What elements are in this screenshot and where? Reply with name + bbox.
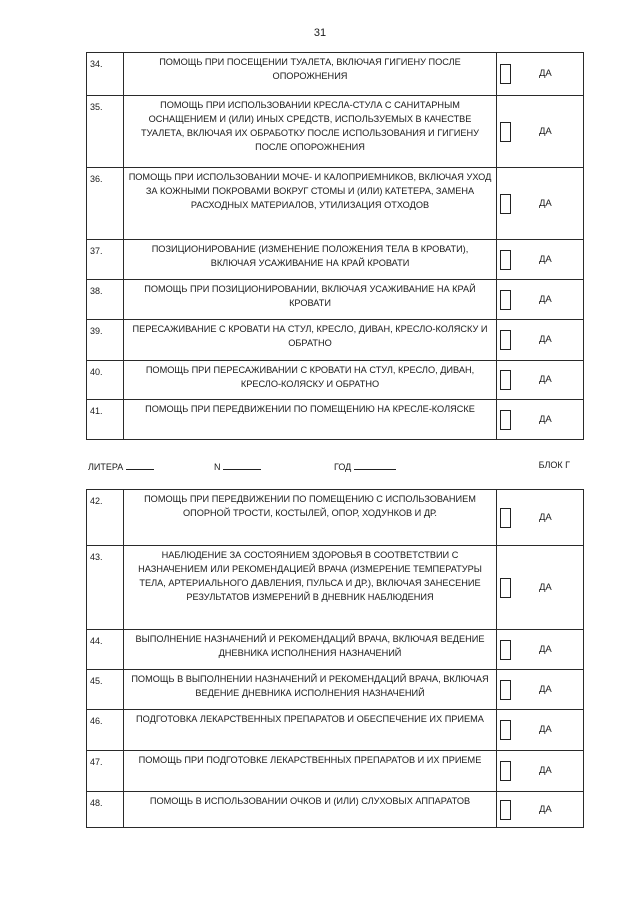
item-description: ВЫПОЛНЕНИЕ НАЗНАЧЕНИЙ И РЕКОМЕНДАЦИЙ ВРАЧА, ВКЛЮЧАЯ ВЕДЕНИЕ ДНЕВНИКА ИСПОЛНЕНИЯ НАЗНАЧЕНИЙ — [124, 630, 497, 670]
item-description: ПОМОЩЬ ПРИ ПОСЕЩЕНИИ ТУАЛЕТА, ВКЛЮЧАЯ ГИГИЕНУ ПОСЛЕ ОПОРОЖНЕНИЯ — [124, 53, 497, 96]
item-number: 44. — [87, 630, 124, 670]
table-row — [87, 168, 584, 240]
answer-cell — [497, 630, 584, 670]
answer-yes-label: ДА — [539, 334, 552, 345]
n-field — [214, 460, 261, 472]
item-number: 48. — [87, 792, 124, 828]
answer-yes-label: ДА — [539, 374, 552, 385]
answer-checkbox[interactable] — [500, 680, 511, 700]
item-description: ПОМОЩЬ ПРИ ПЕРЕДВИЖЕНИИ ПО ПОМЕЩЕНИЮ С ИСПОЛЬЗОВАНИЕМ ОПОРНОЙ ТРОСТИ, КОСТЫЛЕЙ, ОПОР, ХОДУНКОВ И ДР. — [124, 490, 497, 546]
answer-checkbox[interactable] — [500, 410, 511, 430]
answer-yes-label: ДА — [539, 803, 552, 815]
n-label: N — [214, 462, 221, 472]
table-row — [87, 320, 584, 361]
item-description: ПОМОЩЬ ПРИ ПЕРЕСАЖИВАНИИ С КРОВАТИ НА СТУЛ, КРЕСЛО, ДИВАН, КРЕСЛО-КОЛЯСКУ И ОБРАТНО — [124, 361, 497, 400]
item-number: 46. — [87, 710, 124, 751]
item-description: ПОМОЩЬ ПРИ ИСПОЛЬЗОВАНИИ КРЕСЛА-СТУЛА С САНИТАРНЫМ ОСНАЩЕНИЕМ И (ИЛИ) ИНЫХ СРЕДСТВ, ИСПОЛЬЗУЕМЫХ В КАЧЕСТВЕ ТУАЛЕТА, ВКЛЮЧАЯ ИХ ОБРАБОТКУ ПОСЛЕ ИСПОЛЬЗОВАНИЯ И ГИГИЕНУ ПОСЛЕ ОПОРОЖНЕНИЯ — [124, 96, 497, 168]
table-row — [87, 792, 584, 828]
table-row — [87, 280, 584, 320]
answer-checkbox[interactable] — [500, 122, 511, 142]
item-description: ПОМОЩЬ ПРИ ПОЗИЦИОНИРОВАНИИ, ВКЛЮЧАЯ УСАЖИВАНИЕ НА КРАЙ КРОВАТИ — [124, 280, 497, 320]
answer-cell — [497, 490, 584, 546]
god-label: ГОД — [334, 462, 352, 472]
n-blank[interactable] — [223, 460, 261, 470]
litera-field — [88, 460, 154, 472]
table-row — [87, 361, 584, 400]
litera-blank[interactable] — [126, 460, 154, 470]
item-description: ПОМОЩЬ В ИСПОЛЬЗОВАНИИ ОЧКОВ И (ИЛИ) СЛУХОВЫХ АППАРАТОВ — [124, 792, 497, 828]
table-row — [87, 630, 584, 670]
answer-checkbox[interactable] — [500, 800, 511, 820]
answer-yes-label: ДА — [539, 724, 552, 735]
item-number: 39. — [87, 320, 124, 361]
table-row — [87, 546, 584, 630]
answer-cell — [497, 792, 584, 828]
table-row — [87, 240, 584, 280]
answer-cell — [497, 400, 584, 440]
answer-cell — [497, 96, 584, 168]
answer-checkbox[interactable] — [500, 720, 511, 740]
answer-checkbox[interactable] — [500, 330, 511, 350]
item-description: НАБЛЮДЕНИЕ ЗА СОСТОЯНИЕМ ЗДОРОВЬЯ В СООТВЕТСТВИИ С НАЗНАЧЕНИЕМ ИЛИ РЕКОМЕНДАЦИЕЙ ВРАЧА (ИЗМЕРЕНИЕ ТЕМПЕРАТУРЫ ТЕЛА, АРТЕРИАЛЬНОГО ДАВЛЕНИЯ, ПУЛЬСА И ДР.), ВКЛЮЧАЯ ЗАНЕСЕНИЕ РЕЗУЛЬТАТОВ ИЗМЕРЕНИЙ В ДНЕВНИК НАБЛЮДЕНИЯ — [124, 546, 497, 630]
item-number: 41. — [87, 400, 124, 440]
item-number: 38. — [87, 280, 124, 320]
item-description: ПОМОЩЬ ПРИ ИСПОЛЬЗОВАНИИ МОЧЕ- И КАЛОПРИЕМНИКОВ, ВКЛЮЧАЯ УХОД ЗА КОЖНЫМИ ПОКРОВАМИ ВОКРУГ СТОМЫ И (ИЛИ) КАТЕТЕРА, ЗАМЕНА РАСХОДНЫХ МАТЕРИАЛОВ, УТИЛИЗАЦИЯ ОТХОДОВ — [124, 168, 497, 240]
form-table-bottom — [86, 489, 584, 828]
answer-yes-label: ДА — [539, 253, 552, 265]
answer-cell — [497, 751, 584, 792]
item-number: 43. — [87, 546, 124, 630]
answer-checkbox[interactable] — [500, 250, 511, 270]
answer-checkbox[interactable] — [500, 578, 511, 598]
block-label: БЛОК Г — [538, 460, 570, 470]
god-blank[interactable] — [354, 460, 396, 470]
answer-yes-label: ДА — [539, 643, 552, 655]
god-field — [334, 460, 396, 472]
answer-cell — [497, 53, 584, 96]
answer-cell — [497, 168, 584, 240]
answer-checkbox[interactable] — [500, 761, 511, 781]
item-description: ПОМОЩЬ ПРИ ПОДГОТОВКЕ ЛЕКАРСТВЕННЫХ ПРЕПАРАТОВ И ИХ ПРИЕМЕ — [124, 751, 497, 792]
answer-checkbox[interactable] — [500, 370, 511, 390]
answer-yes-label: ДА — [539, 125, 552, 137]
table-row — [87, 751, 584, 792]
answer-cell — [497, 710, 584, 751]
answer-cell — [497, 240, 584, 280]
item-number: 34. — [87, 53, 124, 96]
answer-cell — [497, 280, 584, 320]
answer-checkbox[interactable] — [500, 508, 511, 528]
item-number: 37. — [87, 240, 124, 280]
item-description: ПОДГОТОВКА ЛЕКАРСТВЕННЫХ ПРЕПАРАТОВ И ОБЕСПЕЧЕНИЕ ИХ ПРИЕМА — [124, 710, 497, 751]
answer-checkbox[interactable] — [500, 640, 511, 660]
litera-label: ЛИТЕРА — [88, 462, 124, 472]
answer-yes-label: ДА — [539, 765, 552, 776]
item-number: 47. — [87, 751, 124, 792]
answer-yes-label: ДА — [539, 683, 552, 695]
item-number: 35. — [87, 96, 124, 168]
item-number: 45. — [87, 670, 124, 710]
answer-yes-label: ДА — [539, 68, 552, 79]
page-number: 31 — [313, 27, 327, 39]
table-row — [87, 96, 584, 168]
item-number: 40. — [87, 361, 124, 400]
table-row — [87, 490, 584, 546]
table-row — [87, 53, 584, 96]
answer-yes-label: ДА — [539, 581, 552, 593]
item-number: 42. — [87, 490, 124, 546]
answer-yes-label: ДА — [539, 511, 552, 523]
item-description: ПОМОЩЬ В ВЫПОЛНЕНИИ НАЗНАЧЕНИЙ И РЕКОМЕНДАЦИЙ ВРАЧА, ВКЛЮЧАЯ ВЕДЕНИЕ ДНЕВНИКА ИСПОЛНЕНИЯ НАЗНАЧЕНИЙ — [124, 670, 497, 710]
item-description: ПОМОЩЬ ПРИ ПЕРЕДВИЖЕНИИ ПО ПОМЕЩЕНИЮ НА КРЕСЛЕ-КОЛЯСКЕ — [124, 400, 497, 440]
answer-checkbox[interactable] — [500, 290, 511, 310]
item-description: ПОЗИЦИОНИРОВАНИЕ (ИЗМЕНЕНИЕ ПОЛОЖЕНИЯ ТЕЛА В КРОВАТИ), ВКЛЮЧАЯ УСАЖИВАНИЕ НА КРАЙ КРОВАТИ — [124, 240, 497, 280]
table-row — [87, 710, 584, 751]
answer-yes-label: ДА — [539, 293, 552, 305]
answer-yes-label: ДА — [539, 413, 552, 425]
item-number: 36. — [87, 168, 124, 240]
answer-cell — [497, 320, 584, 361]
table-row — [87, 400, 584, 440]
item-description: ПЕРЕСАЖИВАНИЕ С КРОВАТИ НА СТУЛ, КРЕСЛО, ДИВАН, КРЕСЛО-КОЛЯСКУ И ОБРАТНО — [124, 320, 497, 361]
answer-cell — [497, 361, 584, 400]
answer-checkbox[interactable] — [500, 194, 511, 214]
form-table-top — [86, 52, 584, 440]
answer-checkbox[interactable] — [500, 64, 511, 84]
table-row — [87, 670, 584, 710]
answer-cell — [497, 670, 584, 710]
document-meta-line — [88, 460, 570, 474]
answer-yes-label: ДА — [539, 197, 552, 209]
answer-cell — [497, 546, 584, 630]
